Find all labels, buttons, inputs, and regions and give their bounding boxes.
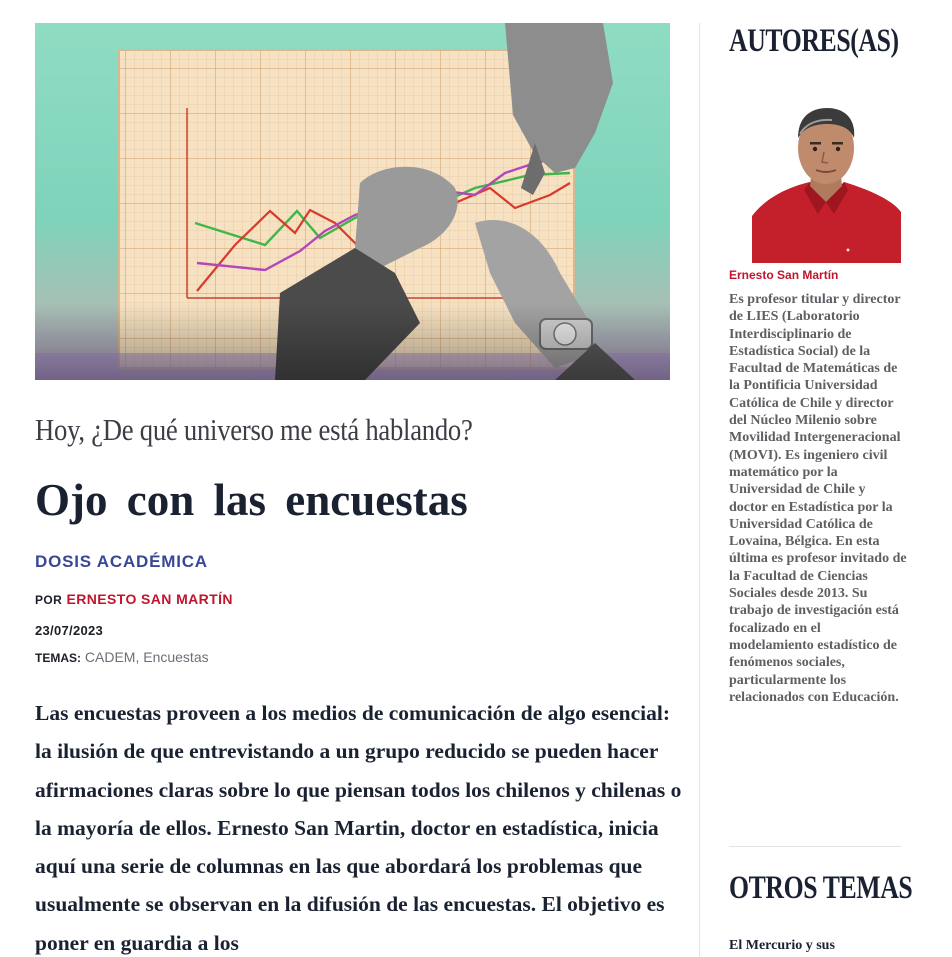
- author-bio: Es profesor titular y director de LIES (Laboratorio Interdisciplinario de Estadística Social) de la Facultad de Matemáticas de la Pontificia Universidad Católica de Chile y director del Núcleo Milenio sobre Movilidad Intergeneracional (MOVI). Es ingeniero civil matemático por la Universidad de Chile y doctor en Estadística por la Universidad Católica de Lovaina, Bélgica. En esta última es profesor invitado de la Facultad de Ciencias Sociales desde 2013. Su trabajo de investigación está focalizado en el modelamiento estadístico de fenómenos sociales, particularmente los relacionados con Educación.: [729, 292, 907, 705]
- publish-date: 23/07/2023: [35, 623, 104, 638]
- sidebar-separator: [729, 846, 901, 847]
- article-title: Ojo con las encuestas: [35, 475, 468, 525]
- topic-separator: ,: [135, 649, 144, 665]
- other-topic-link[interactable]: El Mercurio y sus: [729, 938, 835, 953]
- sidebar-author-link[interactable]: Ernesto San Martín: [729, 268, 839, 282]
- other-topics-heading: OTROS TEMAS: [729, 870, 913, 906]
- article-lead: Las encuestas proveen a los medios de comunicación de algo esencial: la ilusión de que entrevistando a un grupo reducido se pueden hacer afirmaciones claras sobre lo que piensan todos los chilenos y chilenas o la mayoría de ellos. Ernesto San Martin, doctor en estadística, inicia aquí una serie de columnas en las que abordará los problemas que usualmente se observan en la difusión de las encuestas. El objetivo es poner en guardia a los: [35, 701, 682, 955]
- section-link[interactable]: DOSIS ACADÉMICA: [35, 552, 208, 571]
- author-link[interactable]: ERNESTO SAN MARTÍN: [66, 591, 233, 607]
- author-avatar: [752, 104, 901, 263]
- sidebar-divider: [699, 23, 700, 957]
- byline: [35, 591, 233, 607]
- topic-link-cadem[interactable]: CADEM: [84, 649, 136, 665]
- topics: [35, 649, 209, 665]
- article-kicker: Hoy, ¿De qué universo me está hablando?: [35, 412, 473, 447]
- authors-heading: AUTORES(AS): [729, 23, 899, 59]
- hero-image: [35, 23, 670, 380]
- hero-illustration: [35, 23, 670, 380]
- author-photo[interactable]: [752, 104, 901, 263]
- topic-link-encuestas[interactable]: Encuestas: [143, 649, 209, 665]
- byline-prefix: POR: [35, 593, 63, 607]
- topics-label: TEMAS:: [35, 651, 81, 665]
